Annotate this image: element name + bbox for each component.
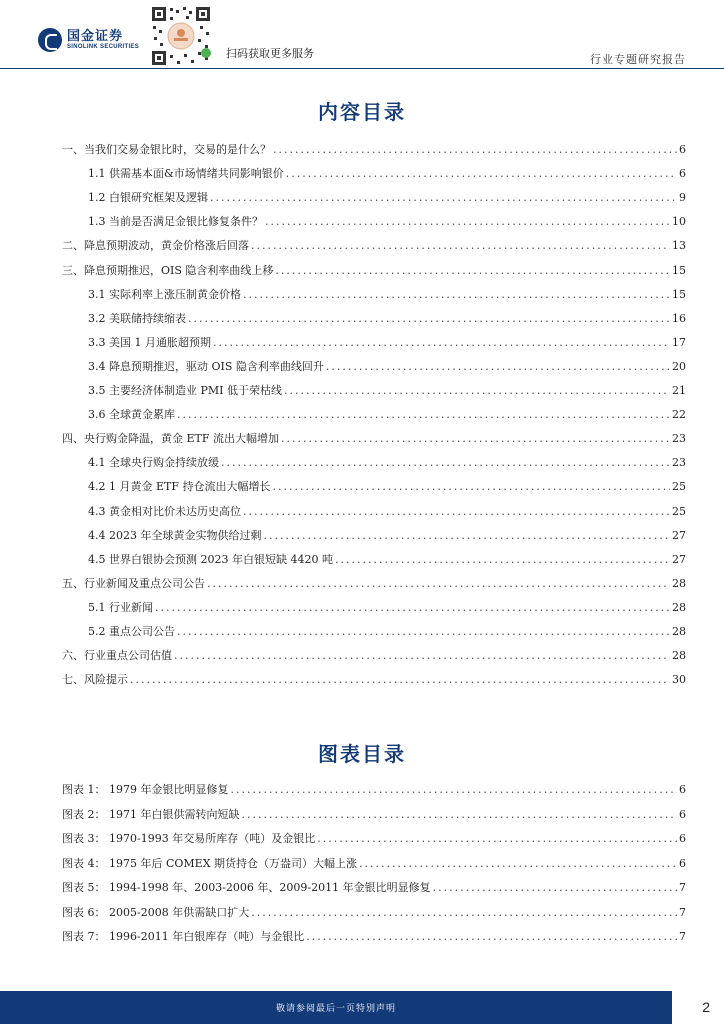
toc-entry-page: 27 <box>672 552 686 566</box>
dot-leader <box>275 264 670 277</box>
toc-entry-page: 28 <box>672 600 686 614</box>
dot-leader <box>433 881 677 894</box>
toc-entry-page: 23 <box>672 456 686 470</box>
toc-entry-title: 四、央行购金降温，黄金 ETF 流出大幅增加 <box>62 432 279 446</box>
toc-entry-title: 1.2 白银研究框架及逻辑 <box>88 191 208 205</box>
figure-entry[interactable] <box>62 830 686 848</box>
dot-leader <box>273 143 677 156</box>
brand-name-cn: 国金证券 <box>67 28 124 43</box>
dot-leader <box>251 239 670 252</box>
figure-entry-title: 图表 3： 1970-1993 年交易所库存（吨）及金银比 <box>62 832 316 845</box>
dot-leader <box>272 480 670 493</box>
dot-leader <box>326 360 670 373</box>
toc-entry-title: 4.2 1 月黄金 ETF 持仓流出大幅增长 <box>88 480 271 494</box>
toc-entry[interactable] <box>62 671 686 689</box>
toc-entry-title: 4.3 黄金相对比价未达历史高位 <box>88 504 241 518</box>
toc-entry[interactable] <box>88 310 686 328</box>
figure-entry[interactable] <box>62 904 686 922</box>
figure-entry-page: 7 <box>679 881 686 894</box>
toc-entry-title: 4.4 2023 年全球黄金实物供给过剩 <box>88 528 262 542</box>
dot-leader <box>243 288 670 301</box>
brand-name-en: SINOLINK SECURITIES <box>67 44 140 50</box>
dot-leader <box>207 577 670 590</box>
figure-entry-page: 7 <box>679 930 686 943</box>
toc-entry-page: 28 <box>672 649 686 663</box>
toc-entry-title: 二、降息预期波动，黄金价格涨后回落 <box>62 239 249 253</box>
toc-entry-page: 25 <box>672 504 686 518</box>
toc-entry-page: 9 <box>679 191 686 205</box>
toc-entry-page: 17 <box>672 335 686 349</box>
toc-entry[interactable] <box>88 503 686 521</box>
toc-entry-title: 3.2 美联储持续缩表 <box>88 311 186 325</box>
figure-entry-title: 图表 4： 1975 年后 COMEX 期货持仓（万盎司）大幅上涨 <box>62 856 358 870</box>
dot-leader <box>359 857 677 870</box>
dot-leader <box>188 312 670 325</box>
toc-entry-title: 1.3 当前是否满足金银比修复条件？ <box>88 215 263 229</box>
toc-entry[interactable] <box>88 527 686 545</box>
toc-entry[interactable] <box>62 575 686 593</box>
figure-entry-title: 图表 6： 2005-2008 年供需缺口扩大 <box>62 905 250 919</box>
toc-entry[interactable] <box>88 623 686 641</box>
toc-entry[interactable] <box>88 454 686 472</box>
toc-entry-title: 3.3 美国 1 月通胀超预期 <box>88 335 211 349</box>
toc-entry[interactable] <box>88 478 686 496</box>
toc-entry-title: 一、当我们交易金银比时，交易的是什么？ <box>62 143 271 156</box>
dot-leader <box>241 808 677 821</box>
toc-entry[interactable] <box>88 551 686 569</box>
figure-entry-title: 图表 2： 1971 年白银供需转向短缺 <box>62 807 240 821</box>
figure-entry-title: 图表 1： 1979 年金银比明显修复 <box>62 783 229 796</box>
toc-entry[interactable] <box>62 237 686 255</box>
dot-leader <box>263 529 670 542</box>
toc-entry-page: 16 <box>672 311 686 325</box>
toc-entry-page: 21 <box>672 384 686 397</box>
figure-entry[interactable] <box>62 781 686 799</box>
dot-leader <box>265 215 670 228</box>
toc-entry[interactable] <box>62 262 686 280</box>
toc-entry-title: 4.5 世界白银协会预测 2023 年白银短缺 4420 吨 <box>88 552 333 566</box>
dot-leader <box>177 408 670 421</box>
figure-entry-page: 6 <box>679 807 686 821</box>
qr-code-icon[interactable] <box>150 5 212 67</box>
dot-leader <box>243 505 670 518</box>
figure-entry[interactable] <box>62 879 686 897</box>
toc-entry[interactable] <box>88 358 686 376</box>
dot-leader <box>281 432 670 445</box>
toc-entry[interactable] <box>88 599 686 617</box>
toc-entry-page: 30 <box>672 673 686 687</box>
toc-entry-title: 4.1 全球央行购金持续放缓 <box>88 456 219 470</box>
page-number: 2 <box>702 999 710 1015</box>
toc-entry-title: 5.2 重点公司公告 <box>88 625 175 638</box>
dot-leader <box>286 167 677 180</box>
toc-entry-page: 15 <box>672 263 686 277</box>
dot-leader <box>213 336 670 349</box>
figure-entry[interactable] <box>62 806 686 824</box>
toc-entry-title: 五、行业新闻及重点公司公告 <box>62 576 205 590</box>
toc-entry[interactable] <box>62 141 686 159</box>
dot-leader <box>335 553 670 566</box>
dot-leader <box>155 601 670 614</box>
toc-entry[interactable] <box>88 406 686 424</box>
toc-entry-title: 六、行业重点公司估值 <box>62 649 172 663</box>
toc-entry[interactable] <box>88 334 686 352</box>
figure-entry-title: 图表 5： 1994-1998 年、2003-2006 年、2009-2011 年金银比明显修复 <box>62 881 431 894</box>
dot-leader <box>130 673 670 686</box>
brand-logo <box>38 28 139 52</box>
dot-leader <box>306 930 677 943</box>
toc-entry-page: 27 <box>672 528 686 542</box>
toc-entry-page: 23 <box>672 432 686 446</box>
page-header <box>0 0 724 70</box>
page-footer <box>0 991 724 1024</box>
footer-disclaimer: 敬请参阅最后一页特别声明 <box>275 1004 396 1014</box>
toc-entry-page: 15 <box>672 287 686 301</box>
header-divider <box>0 68 724 69</box>
toc-entry-page: 22 <box>672 408 686 422</box>
toc-entry-title: 3.4 降息预期推迟，驱动 OIS 隐含利率曲线回升 <box>88 359 324 373</box>
figures-title: 图表目录 <box>318 742 406 766</box>
dot-leader <box>174 649 670 662</box>
figure-entry[interactable] <box>62 928 686 946</box>
toc-entry-page: 6 <box>679 143 686 156</box>
toc-entry[interactable] <box>88 165 686 183</box>
toc-entry-page: 20 <box>672 359 686 373</box>
dot-leader <box>284 384 670 397</box>
figure-entry-page: 6 <box>679 783 686 796</box>
figure-entry-title: 图表 7： 1996-2011 年白银库存（吨）与金银比 <box>62 930 305 943</box>
dot-leader <box>221 456 670 469</box>
toc-entry-title: 七、风险提示 <box>62 673 128 687</box>
toc-entry-title: 5.1 行业新闻 <box>88 600 153 614</box>
toc-entry-title: 3.1 实际利率上涨压制黄金价格 <box>88 287 241 301</box>
toc-entry-page: 25 <box>672 480 686 494</box>
toc-entry-title: 1.1 供需基本面&市场情绪共同影响银价 <box>88 167 284 181</box>
dot-leader <box>317 832 677 845</box>
toc-entry-page: 28 <box>672 625 686 638</box>
contents-title: 内容目录 <box>318 100 406 124</box>
figure-entry-page: 7 <box>679 905 686 919</box>
toc-entry[interactable] <box>62 647 686 665</box>
toc-entry[interactable] <box>88 189 686 207</box>
toc-entry-page: 13 <box>672 239 686 253</box>
figure-entry-page: 6 <box>679 856 686 870</box>
dot-leader <box>210 191 677 204</box>
dot-leader <box>230 783 677 796</box>
figure-entry[interactable] <box>62 855 686 873</box>
report-type: 行业专题研究报告 <box>590 53 686 66</box>
toc-entry[interactable] <box>88 382 686 400</box>
dot-leader <box>251 906 677 919</box>
toc-entry-page: 6 <box>679 167 686 181</box>
toc-entry-title: 三、降息预期推迟，OIS 隐含利率曲线上移 <box>62 263 274 277</box>
toc-entry[interactable] <box>88 286 686 304</box>
figure-entry-page: 6 <box>679 832 686 845</box>
dot-leader <box>177 625 670 638</box>
toc-entry-title: 3.6 全球黄金累库 <box>88 408 175 422</box>
toc-entry-page: 28 <box>672 576 686 590</box>
qr-label: 扫码获取更多服务 <box>226 48 314 60</box>
toc-entry-page: 10 <box>672 215 686 229</box>
sinolink-logo-icon <box>38 28 62 52</box>
toc-entry[interactable] <box>88 213 686 231</box>
toc-entry[interactable] <box>62 430 686 448</box>
toc-entry-title: 3.5 主要经济体制造业 PMI 低于荣枯线 <box>88 384 282 397</box>
